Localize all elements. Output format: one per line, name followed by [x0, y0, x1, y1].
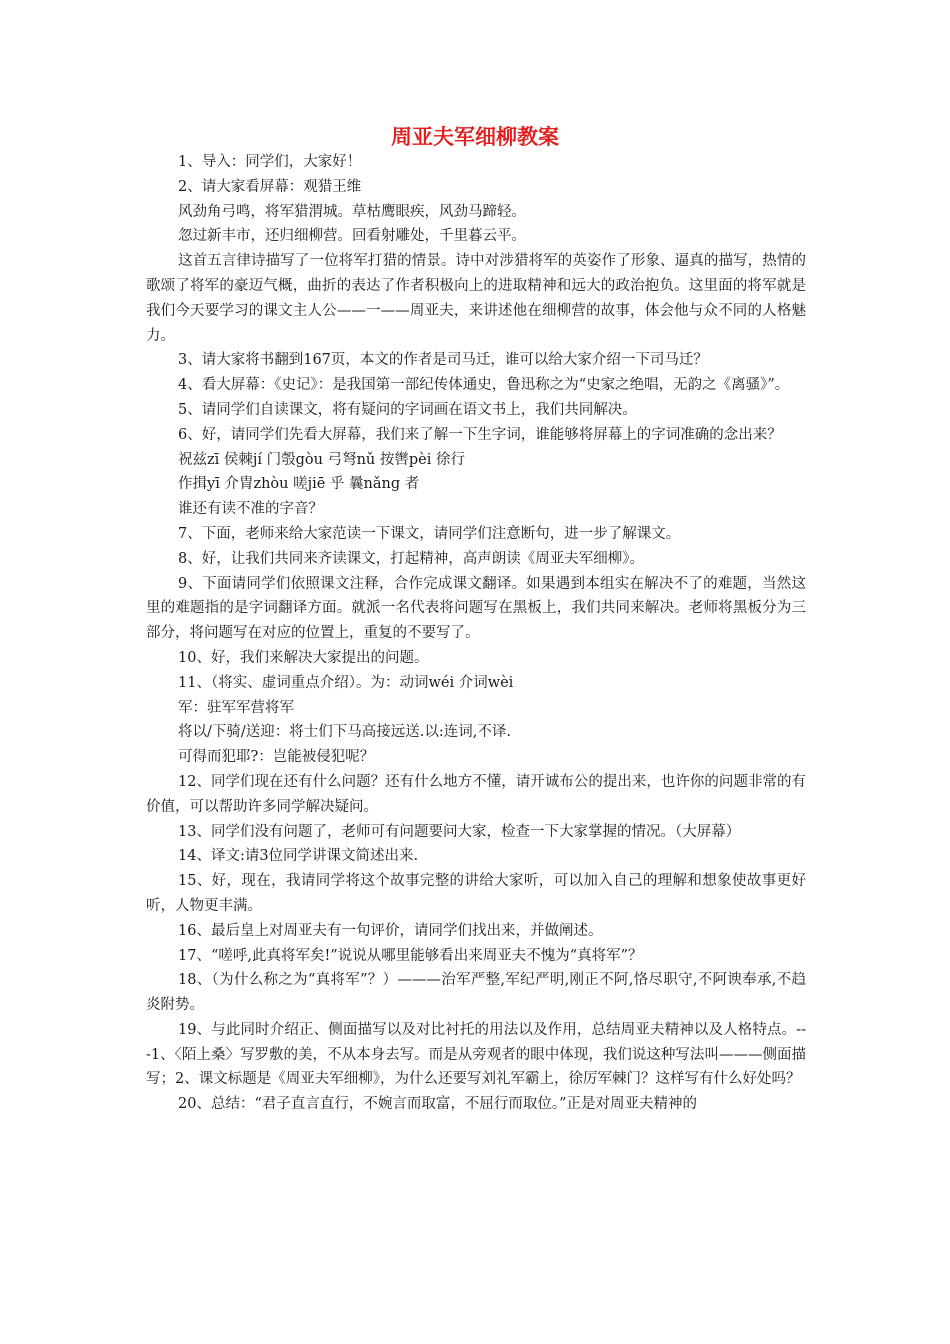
- paragraph: 这首五言律诗描写了一位将军打猎的情景。诗中对涉猎将军的英姿作了形象、逼真的描写，热情的歌颂了将军的豪迈气概，曲折的表达了作者积极向上的进取精神和远大的政治抱负。这里面的将军就是我们今天要学习的课文主人公——一——周亚夫，来讲述他在细柳营的故事，体会他与众不同的人格魅力。: [146, 253, 806, 344]
- paragraph: 7、下面，老师来给大家范读一下课文，请同学们注意断句，进一步了解课文。: [178, 525, 681, 542]
- paragraph: 17、“嗟呼,此真将军矣!”说说从哪里能够看出来周亚夫不愧为“真将军”？: [178, 947, 643, 964]
- paragraph: 作揖yī 介胄zhòu 嗟jiē 乎 曩nǎng 者: [178, 476, 420, 493]
- paragraph: 忽过新丰市，还归细柳营。回看射雕处，千里暮云平。: [178, 228, 526, 245]
- paragraph: 1、导入：同学们，大家好！: [178, 154, 362, 170]
- paragraph: 10、好，我们来解决大家提出的问题。: [178, 649, 429, 666]
- paragraph: 15、好，现在，我请同学将这个故事完整的讲给大家听，可以加入自己的理解和想象使故事更好听，人物更丰满。: [146, 873, 806, 914]
- paragraph: 20、总结：“君子直言直行，不婉言而取富，不屈行而取位。”正是对周亚夫精神的: [178, 1096, 698, 1113]
- paragraph: 16、最后皇上对周亚夫有一句评价，请同学们找出来，并做阐述。: [178, 922, 603, 939]
- document-body: [146, 150, 806, 1117]
- paragraph: 军：驻军军营将军: [178, 699, 294, 716]
- paragraph: 2、请大家看屏幕：观猎王维: [178, 178, 362, 195]
- paragraph: 18、（为什么称之为“真将军”？）———治军严整,军纪严明,刚正不阿,恪尽职守,不阿谀奉承,不趋炎附势。: [146, 972, 806, 1014]
- paragraph: 11、（将实、虚词重点介绍）。为：动词wéi 介词wèi: [178, 674, 514, 691]
- paragraph: 谁还有读不准的字音？: [178, 501, 323, 518]
- paragraph: 可得而犯耶?：岂能被侵犯呢？: [178, 749, 375, 766]
- paragraph: 13、同学们没有问题了，老师可有问题要问大家，检查一下大家掌握的情况。（大屏幕）: [178, 823, 741, 840]
- paragraph: 3、请大家将书翻到167页，本文的作者是司马迁，谁可以给大家介绍一下司马迁？: [178, 352, 708, 369]
- paragraph: 5、请同学们自读课文，将有疑问的字词画在语文书上，我们共同解决。: [178, 401, 637, 418]
- paragraph: 19、与此同时介绍正、侧面描写以及对比衬托的用法以及作用，总结周亚夫精神以及人格特点。---1、〈陌上桑〉写罗敷的美，不从本身去写。而是从旁观者的眼中体现，我们说这种写法叫———侧面描写；2、课文标题是《周亚夫军细柳》，为什么还要写刘礼军霸上，徐厉军棘门？这样写有什么好处吗？: [146, 1021, 806, 1088]
- paragraph: 12、同学们现在还有什么问题？还有什么地方不懂，请开诚布公的提出来，也许你的问题非常的有价值，可以帮助许多同学解决疑问。: [146, 773, 806, 815]
- paragraph: 8、好，让我们共同来齐读课文，打起精神，高声朗读《周亚夫军细柳》。: [178, 550, 644, 567]
- paragraph: 风劲角弓鸣，将军猎渭城。草枯鹰眼疾，风劲马蹄轻。: [178, 203, 526, 220]
- paragraph: 将以/下骑/送迎：将士们下马高接远送.以:连词,不译.: [178, 724, 511, 741]
- paragraph: 4、看大屏幕：《史记》：是我国第一部纪传体通史，鲁迅称之为“史家之绝唱，无韵之《离骚》”。: [178, 377, 790, 394]
- paragraph: 6、好，请同学们先看大屏幕，我们来了解一下生字词，谁能够将屏幕上的字词准确的念出来？: [178, 426, 782, 443]
- paragraph: 祝兹zī 侯棘jí 门彀gòu 弓弩nǔ 按辔pèi 徐行: [178, 451, 465, 468]
- paragraph: 9、下面请同学们依照课文注释，合作完成课文翻译。如果遇到本组实在解决不了的难题，当然这里的难题指的是字词翻译方面。就派一名代表将问题写在黑板上，我们共同来解决。老师将黑板分为三部分，将问题写在对应的位置上，重复的不要写了。: [146, 575, 806, 642]
- document-title: 周亚夫军细柳教案: [391, 125, 559, 149]
- paragraph: 14、译文:请3位同学讲课文简述出来.: [178, 848, 419, 865]
